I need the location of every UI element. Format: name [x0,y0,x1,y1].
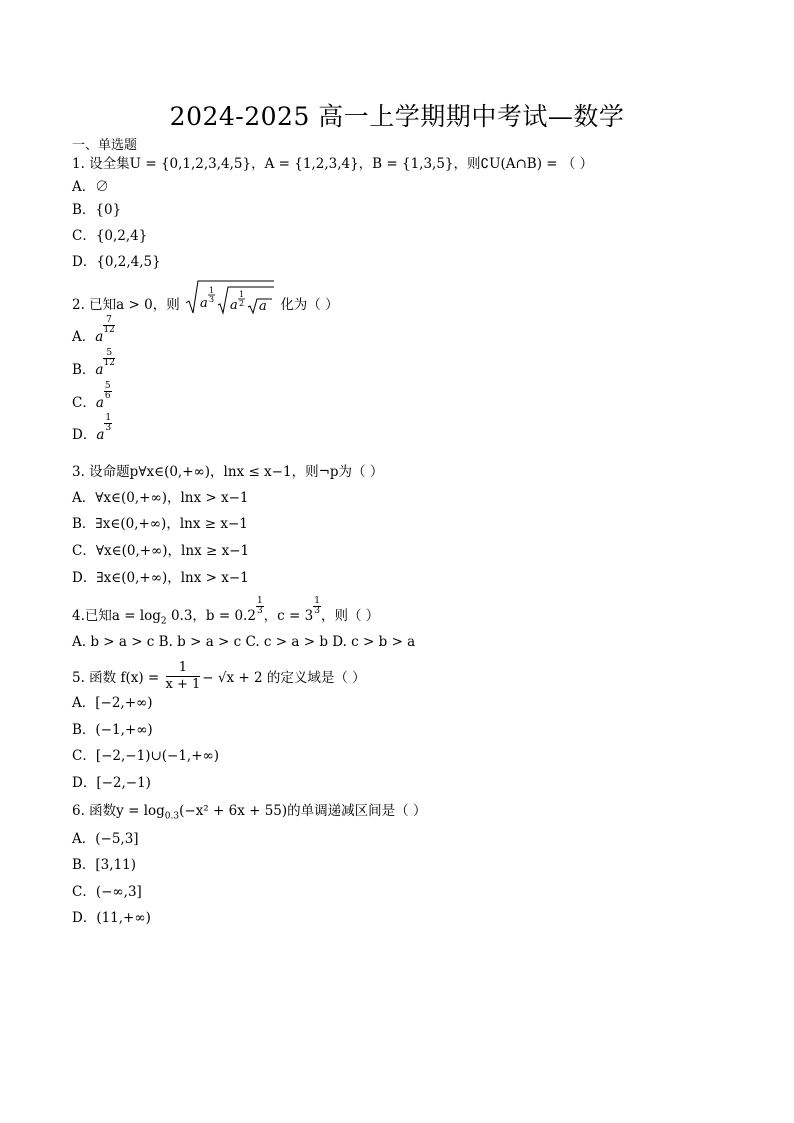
q3-option-a: A．∀x∈(0,+∞)，lnx > x−1 [72,490,249,506]
svg-text:a: a [259,298,267,314]
q6-stem-pre: 6. 函数y = log [72,803,165,819]
q5-option-c: C．[−2,−1)∪(−1,+∞) [72,748,220,764]
exp-den: 6 [104,391,111,401]
svg-text:1: 1 [209,285,215,295]
option-base: a [95,329,104,345]
q5-sqrt-term: − √x + 2 [202,670,263,686]
q5-frac-num: 1 [166,660,201,677]
q5-option-b: B．(−1,+∞) [72,722,153,738]
exp-den: 12 [103,325,115,335]
q5-option-a: A．[−2,+∞) [72,695,153,711]
q6-option-b: B．[3,11) [72,857,137,873]
option-label: D． [72,427,97,443]
option-base: a [95,395,104,411]
q4-exp-den-c: 3 [314,606,320,616]
q1-option-b: B．{0} [72,202,122,218]
q1-option-d: D．{0,2,4,5} [72,254,161,270]
q3-option-c: C．∀x∈(0,+∞)，lnx ≥ x−1 [72,543,250,559]
q6-log-base: 0.3 [164,811,180,822]
q4-part-c: ，c = 3 [263,608,314,624]
q3-option-d: D．∃x∈(0,+∞)，lnx > x−1 [72,570,249,586]
svg-text:2: 2 [239,298,245,308]
exp-num: 7 [103,316,114,326]
q4-log-base: 2 [160,616,167,627]
q4-exp-den: 3 [256,606,263,616]
svg-text:3: 3 [209,294,215,304]
option-label: A． [72,329,96,345]
section-heading: 一、单选题 [72,138,138,153]
q1-option-c: C．{0,2,4} [72,228,148,244]
question-3-stem: 3. 设命题p∀x∈(0,+∞)，lnx ≤ x−1，则¬p为（ ） [72,464,384,480]
svg-text:a: a [230,297,238,313]
question-2-stem [72,285,339,315]
q6-option-a: A．(−5,3] [72,831,139,847]
q4-exp-num: 1 [256,596,263,606]
exp-den: 12 [103,358,115,368]
q6-stem-post: (−x² + 6x + 55)的单调递减区间是（ ） [179,803,427,819]
q3-option-b: B．∃x∈(0,+∞)，lnx ≥ x−1 [72,516,248,532]
option-label: B． [72,362,96,378]
q5-stem-pre: 5. 函数 f(x) = [72,670,160,686]
question-4-stem [72,596,380,631]
svg-text:a: a [200,295,208,311]
q4-exp-num-c: 1 [314,596,320,606]
q6-option-d: D．(11,+∞) [72,910,151,926]
svg-text:1: 1 [239,289,245,299]
question-6-stem [72,802,426,826]
exp-num: 1 [105,413,112,423]
q4-part-a: 4.已知a = log [72,608,161,624]
exp-num: 5 [104,381,111,391]
q2-option-c [72,381,112,413]
q2-option-d [72,413,112,445]
q2-stem-post: 化为（ ） [280,297,339,313]
q6-option-c: C．(−∞,3] [72,884,142,900]
option-base: a [96,427,105,443]
q2-option-a [72,315,115,347]
q4-options: A. b > a > c B. b > a > c C. c > a > b D. c > b > a [72,634,416,650]
q4-part-b: 0.3，b = 0.2 [166,608,256,624]
exp-den: 3 [105,423,112,433]
question-1-stem: 1. 设全集U = {0,1,2,3,4,5}，A = {1,2,3,4}，B = {1,3,5}，则∁U(A∩B) = （ ） [72,156,594,172]
q5-option-d: D．[−2,−1) [72,775,151,791]
option-base: a [95,362,104,378]
option-label: C． [72,395,96,411]
question-5-stem [72,662,366,695]
q4-part-end: ，则（ ） [320,608,380,624]
page-title: 2024-2025 高一上学期期中考试—数学 [169,102,625,131]
q2-option-b [72,348,115,380]
q2-stem-pre: 2. 已知a > 0，则 [72,297,180,313]
exp-num: 5 [103,349,114,359]
q5-frac-den: x + 1 [165,677,201,692]
q2-radical-expression [184,285,276,315]
nested-radical [184,277,276,317]
q5-stem-post: 的定义域是（ ） [262,670,366,686]
q1-option-a: A．∅ [72,179,109,195]
